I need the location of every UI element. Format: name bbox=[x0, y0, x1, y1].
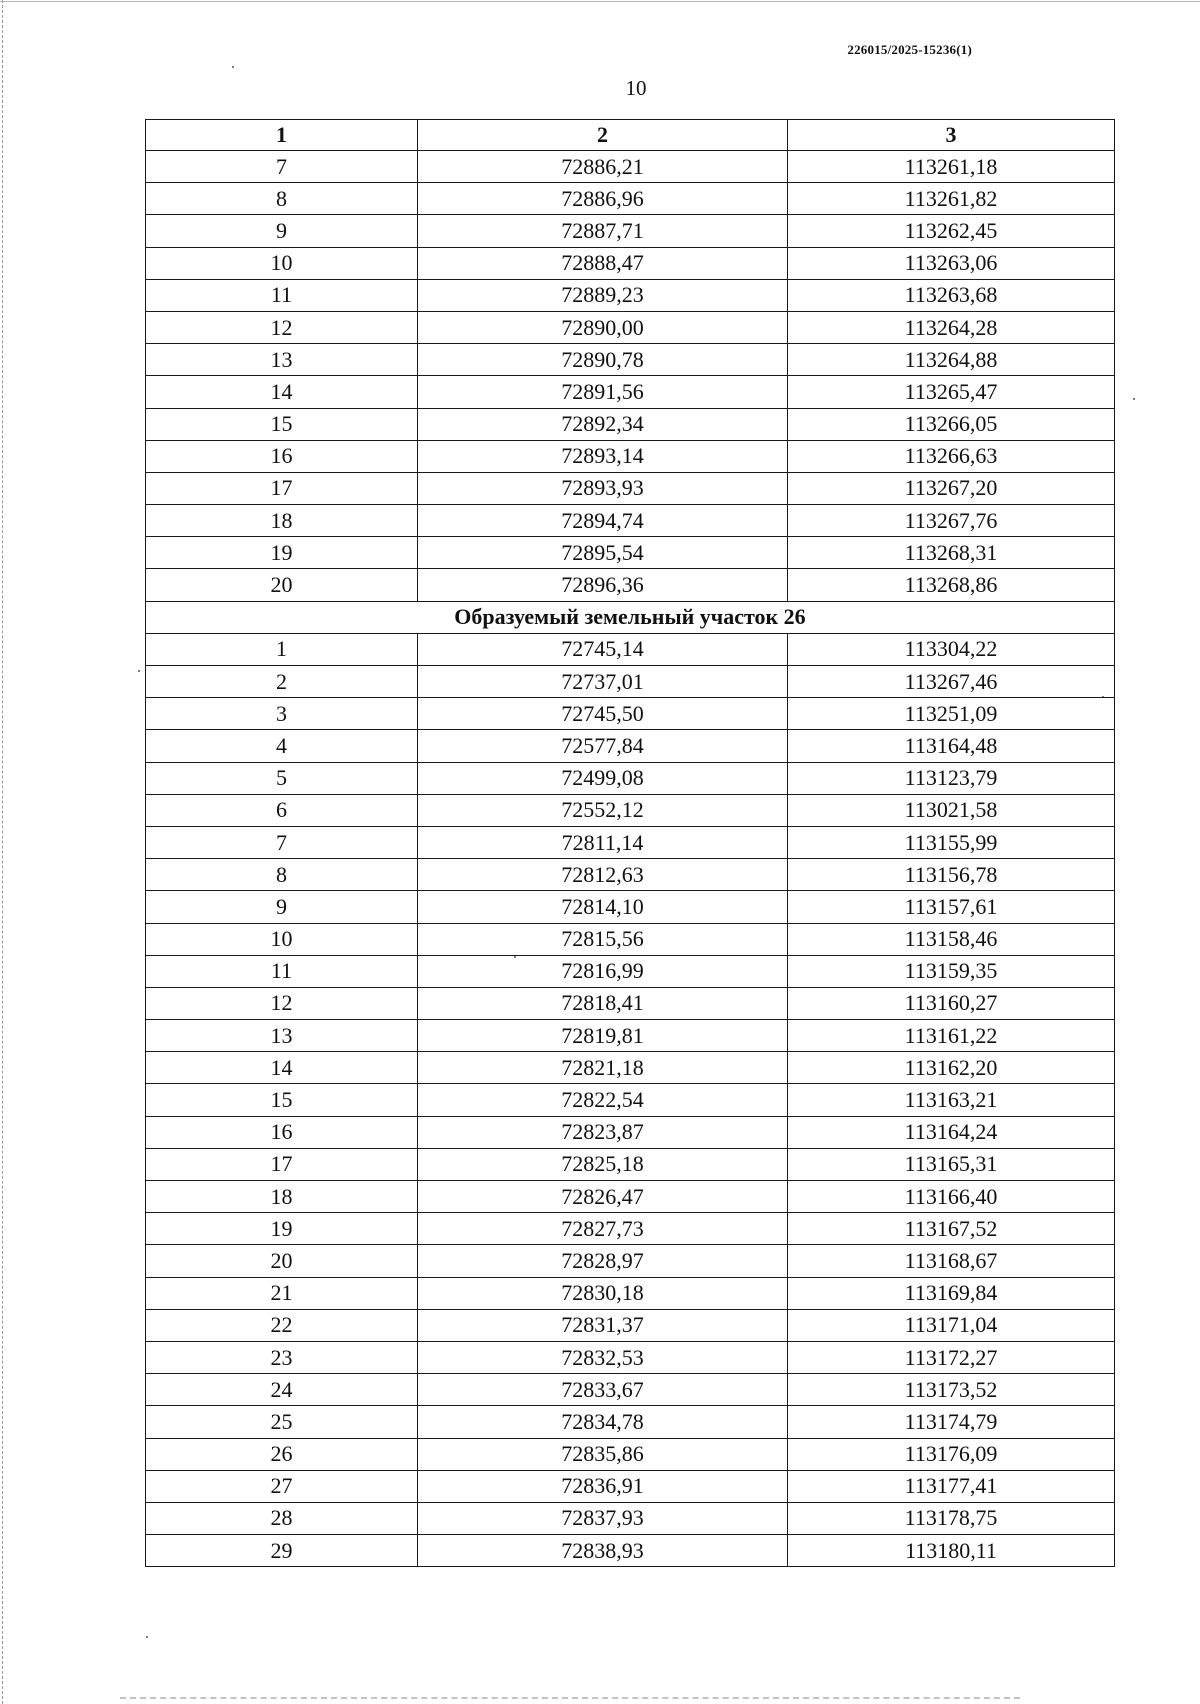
x-coordinate-cell: 72745,14 bbox=[418, 633, 788, 665]
x-coordinate-cell: 72811,14 bbox=[418, 826, 788, 858]
y-coordinate-cell: 113159,35 bbox=[788, 955, 1115, 987]
scan-speck bbox=[232, 66, 234, 68]
y-coordinate-cell: 113262,45 bbox=[788, 215, 1115, 247]
point-number-cell: 18 bbox=[146, 1181, 418, 1213]
point-number-cell: 4 bbox=[146, 730, 418, 762]
y-coordinate-cell: 113171,04 bbox=[788, 1309, 1115, 1341]
table-row bbox=[146, 1213, 1115, 1245]
table-row bbox=[146, 1470, 1115, 1502]
x-coordinate-cell: 72834,78 bbox=[418, 1406, 788, 1438]
table-row bbox=[146, 311, 1115, 343]
table-row bbox=[146, 344, 1115, 376]
section-heading-body bbox=[146, 601, 1115, 633]
y-coordinate-cell: 113263,68 bbox=[788, 279, 1115, 311]
table-row bbox=[146, 859, 1115, 891]
y-coordinate-cell: 113177,41 bbox=[788, 1470, 1115, 1502]
point-number-cell: 11 bbox=[146, 279, 418, 311]
y-coordinate-cell: 113264,88 bbox=[788, 344, 1115, 376]
table-row bbox=[146, 826, 1115, 858]
x-coordinate-cell: 72893,93 bbox=[418, 472, 788, 504]
point-number-cell: 1 bbox=[146, 633, 418, 665]
y-coordinate-cell: 113251,09 bbox=[788, 698, 1115, 730]
table-row bbox=[146, 698, 1115, 730]
x-coordinate-cell: 72745,50 bbox=[418, 698, 788, 730]
y-coordinate-cell: 113160,27 bbox=[788, 987, 1115, 1019]
x-coordinate-cell: 72837,93 bbox=[418, 1502, 788, 1534]
scan-speck bbox=[146, 1636, 148, 1638]
point-number-cell: 13 bbox=[146, 344, 418, 376]
table-row bbox=[146, 1341, 1115, 1373]
section-heading-row bbox=[146, 601, 1115, 633]
table-row bbox=[146, 505, 1115, 537]
x-coordinate-cell: 72823,87 bbox=[418, 1116, 788, 1148]
y-coordinate-cell: 113168,67 bbox=[788, 1245, 1115, 1277]
point-number-cell: 19 bbox=[146, 537, 418, 569]
point-number-cell: 20 bbox=[146, 1245, 418, 1277]
x-coordinate-cell: 72577,84 bbox=[418, 730, 788, 762]
table-row bbox=[146, 987, 1115, 1019]
y-coordinate-cell: 113176,09 bbox=[788, 1438, 1115, 1470]
x-coordinate-cell: 72886,21 bbox=[418, 151, 788, 183]
x-coordinate-cell: 72831,37 bbox=[418, 1309, 788, 1341]
x-coordinate-cell: 72821,18 bbox=[418, 1052, 788, 1084]
table-row bbox=[146, 762, 1115, 794]
y-coordinate-cell: 113164,48 bbox=[788, 730, 1115, 762]
coordinates-table bbox=[145, 119, 1115, 1567]
point-number-cell: 24 bbox=[146, 1374, 418, 1406]
point-number-cell: 9 bbox=[146, 891, 418, 923]
y-coordinate-cell: 113021,58 bbox=[788, 794, 1115, 826]
x-coordinate-cell: 72816,99 bbox=[418, 955, 788, 987]
x-coordinate-cell: 72827,73 bbox=[418, 1213, 788, 1245]
x-coordinate-cell: 72499,08 bbox=[418, 762, 788, 794]
header-row bbox=[146, 120, 1115, 151]
point-number-cell: 25 bbox=[146, 1406, 418, 1438]
y-coordinate-cell: 113268,31 bbox=[788, 537, 1115, 569]
point-number-cell: 7 bbox=[146, 151, 418, 183]
point-number-cell: 2 bbox=[146, 666, 418, 698]
table-row bbox=[146, 923, 1115, 955]
point-number-cell: 29 bbox=[146, 1535, 418, 1567]
y-coordinate-cell: 113167,52 bbox=[788, 1213, 1115, 1245]
y-coordinate-cell: 113169,84 bbox=[788, 1277, 1115, 1309]
point-number-cell: 19 bbox=[146, 1213, 418, 1245]
point-number-cell: 10 bbox=[146, 247, 418, 279]
x-coordinate-cell: 72886,96 bbox=[418, 183, 788, 215]
y-coordinate-cell: 113263,06 bbox=[788, 247, 1115, 279]
x-coordinate-cell: 72825,18 bbox=[418, 1148, 788, 1180]
point-number-cell: 11 bbox=[146, 955, 418, 987]
scan-speck bbox=[138, 670, 140, 672]
table-body-plot-26 bbox=[146, 633, 1115, 1566]
point-number-cell: 6 bbox=[146, 794, 418, 826]
x-coordinate-cell: 72891,56 bbox=[418, 376, 788, 408]
page-number: 10 bbox=[625, 76, 647, 100]
x-coordinate-cell: 72830,18 bbox=[418, 1277, 788, 1309]
table-row bbox=[146, 440, 1115, 472]
table-row bbox=[146, 1084, 1115, 1116]
table-row bbox=[146, 891, 1115, 923]
y-coordinate-cell: 113267,20 bbox=[788, 472, 1115, 504]
y-coordinate-cell: 113266,63 bbox=[788, 440, 1115, 472]
table-row bbox=[146, 472, 1115, 504]
x-coordinate-cell: 72895,54 bbox=[418, 537, 788, 569]
table-row bbox=[146, 279, 1115, 311]
y-coordinate-cell: 113157,61 bbox=[788, 891, 1115, 923]
table-row bbox=[146, 376, 1115, 408]
point-number-cell: 7 bbox=[146, 826, 418, 858]
table-row bbox=[146, 633, 1115, 665]
x-coordinate-cell: 72833,67 bbox=[418, 1374, 788, 1406]
y-coordinate-cell: 113162,20 bbox=[788, 1052, 1115, 1084]
table-row bbox=[146, 1020, 1115, 1052]
column-header-x-coordinate: 2 bbox=[418, 120, 788, 151]
x-coordinate-cell: 72826,47 bbox=[418, 1181, 788, 1213]
table-row bbox=[146, 730, 1115, 762]
point-number-cell: 12 bbox=[146, 311, 418, 343]
document-registration-number: 226015/2025-15236(1) bbox=[847, 42, 972, 57]
x-coordinate-cell: 72889,23 bbox=[418, 279, 788, 311]
table-row bbox=[146, 151, 1115, 183]
point-number-cell: 20 bbox=[146, 569, 418, 601]
y-coordinate-cell: 113123,79 bbox=[788, 762, 1115, 794]
table-row bbox=[146, 247, 1115, 279]
table-row bbox=[146, 183, 1115, 215]
point-number-cell: 23 bbox=[146, 1341, 418, 1373]
x-coordinate-cell: 72737,01 bbox=[418, 666, 788, 698]
x-coordinate-cell: 72890,78 bbox=[418, 344, 788, 376]
point-number-cell: 12 bbox=[146, 987, 418, 1019]
table-body-previous-plot bbox=[146, 151, 1115, 602]
point-number-cell: 17 bbox=[146, 472, 418, 504]
point-number-cell: 22 bbox=[146, 1309, 418, 1341]
x-coordinate-cell: 72822,54 bbox=[418, 1084, 788, 1116]
x-coordinate-cell: 72818,41 bbox=[418, 987, 788, 1019]
column-header-point-number: 1 bbox=[146, 120, 418, 151]
point-number-cell: 16 bbox=[146, 1116, 418, 1148]
table-row bbox=[146, 1116, 1115, 1148]
table-row bbox=[146, 1148, 1115, 1180]
y-coordinate-cell: 113261,82 bbox=[788, 183, 1115, 215]
y-coordinate-cell: 113267,76 bbox=[788, 505, 1115, 537]
point-number-cell: 17 bbox=[146, 1148, 418, 1180]
x-coordinate-cell: 72828,97 bbox=[418, 1245, 788, 1277]
x-coordinate-cell: 72894,74 bbox=[418, 505, 788, 537]
table-row bbox=[146, 215, 1115, 247]
y-coordinate-cell: 113165,31 bbox=[788, 1148, 1115, 1180]
y-coordinate-cell: 113178,75 bbox=[788, 1502, 1115, 1534]
y-coordinate-cell: 113266,05 bbox=[788, 408, 1115, 440]
table-row bbox=[146, 666, 1115, 698]
table-row bbox=[146, 1406, 1115, 1438]
x-coordinate-cell: 72819,81 bbox=[418, 1020, 788, 1052]
x-coordinate-cell: 72896,36 bbox=[418, 569, 788, 601]
point-number-cell: 9 bbox=[146, 215, 418, 247]
table-row bbox=[146, 955, 1115, 987]
x-coordinate-cell: 72814,10 bbox=[418, 891, 788, 923]
x-coordinate-cell: 72887,71 bbox=[418, 215, 788, 247]
x-coordinate-cell: 72892,34 bbox=[418, 408, 788, 440]
table-row bbox=[146, 1535, 1115, 1567]
point-number-cell: 14 bbox=[146, 1052, 418, 1084]
x-coordinate-cell: 72835,86 bbox=[418, 1438, 788, 1470]
table-header bbox=[146, 120, 1115, 151]
point-number-cell: 28 bbox=[146, 1502, 418, 1534]
y-coordinate-cell: 113155,99 bbox=[788, 826, 1115, 858]
point-number-cell: 3 bbox=[146, 698, 418, 730]
y-coordinate-cell: 113174,79 bbox=[788, 1406, 1115, 1438]
table-row bbox=[146, 1374, 1115, 1406]
x-coordinate-cell: 72815,56 bbox=[418, 923, 788, 955]
table-row bbox=[146, 1438, 1115, 1470]
point-number-cell: 8 bbox=[146, 183, 418, 215]
x-coordinate-cell: 72552,12 bbox=[418, 794, 788, 826]
point-number-cell: 21 bbox=[146, 1277, 418, 1309]
y-coordinate-cell: 113158,46 bbox=[788, 923, 1115, 955]
table-row bbox=[146, 1309, 1115, 1341]
table-row bbox=[146, 408, 1115, 440]
point-number-cell: 27 bbox=[146, 1470, 418, 1502]
point-number-cell: 26 bbox=[146, 1438, 418, 1470]
y-coordinate-cell: 113265,47 bbox=[788, 376, 1115, 408]
table-row bbox=[146, 1052, 1115, 1084]
table-row bbox=[146, 1181, 1115, 1213]
x-coordinate-cell: 72838,93 bbox=[418, 1535, 788, 1567]
section-title: Образуемый земельный участок 26 bbox=[146, 601, 1115, 633]
x-coordinate-cell: 72890,00 bbox=[418, 311, 788, 343]
y-coordinate-cell: 113166,40 bbox=[788, 1181, 1115, 1213]
x-coordinate-cell: 72812,63 bbox=[418, 859, 788, 891]
y-coordinate-cell: 113163,21 bbox=[788, 1084, 1115, 1116]
point-number-cell: 15 bbox=[146, 408, 418, 440]
y-coordinate-cell: 113261,18 bbox=[788, 151, 1115, 183]
y-coordinate-cell: 113156,78 bbox=[788, 859, 1115, 891]
page-edge-bottom bbox=[120, 1697, 1020, 1699]
y-coordinate-cell: 113172,27 bbox=[788, 1341, 1115, 1373]
point-number-cell: 10 bbox=[146, 923, 418, 955]
table-row bbox=[146, 794, 1115, 826]
page-edge-left bbox=[2, 0, 3, 1704]
table-row bbox=[146, 1277, 1115, 1309]
x-coordinate-cell: 72888,47 bbox=[418, 247, 788, 279]
point-number-cell: 5 bbox=[146, 762, 418, 794]
y-coordinate-cell: 113161,22 bbox=[788, 1020, 1115, 1052]
page-edge-top bbox=[0, 1, 1200, 2]
x-coordinate-cell: 72893,14 bbox=[418, 440, 788, 472]
table-row bbox=[146, 569, 1115, 601]
x-coordinate-cell: 72836,91 bbox=[418, 1470, 788, 1502]
y-coordinate-cell: 113164,24 bbox=[788, 1116, 1115, 1148]
point-number-cell: 16 bbox=[146, 440, 418, 472]
y-coordinate-cell: 113268,86 bbox=[788, 569, 1115, 601]
point-number-cell: 13 bbox=[146, 1020, 418, 1052]
point-number-cell: 14 bbox=[146, 376, 418, 408]
table-row bbox=[146, 537, 1115, 569]
y-coordinate-cell: 113180,11 bbox=[788, 1535, 1115, 1567]
point-number-cell: 15 bbox=[146, 1084, 418, 1116]
table-row bbox=[146, 1502, 1115, 1534]
x-coordinate-cell: 72832,53 bbox=[418, 1341, 788, 1373]
column-header-y-coordinate: 3 bbox=[788, 120, 1115, 151]
y-coordinate-cell: 113267,46 bbox=[788, 666, 1115, 698]
point-number-cell: 18 bbox=[146, 505, 418, 537]
scan-speck bbox=[1133, 398, 1135, 400]
y-coordinate-cell: 113264,28 bbox=[788, 311, 1115, 343]
table-row bbox=[146, 1245, 1115, 1277]
point-number-cell: 8 bbox=[146, 859, 418, 891]
y-coordinate-cell: 113304,22 bbox=[788, 633, 1115, 665]
y-coordinate-cell: 113173,52 bbox=[788, 1374, 1115, 1406]
